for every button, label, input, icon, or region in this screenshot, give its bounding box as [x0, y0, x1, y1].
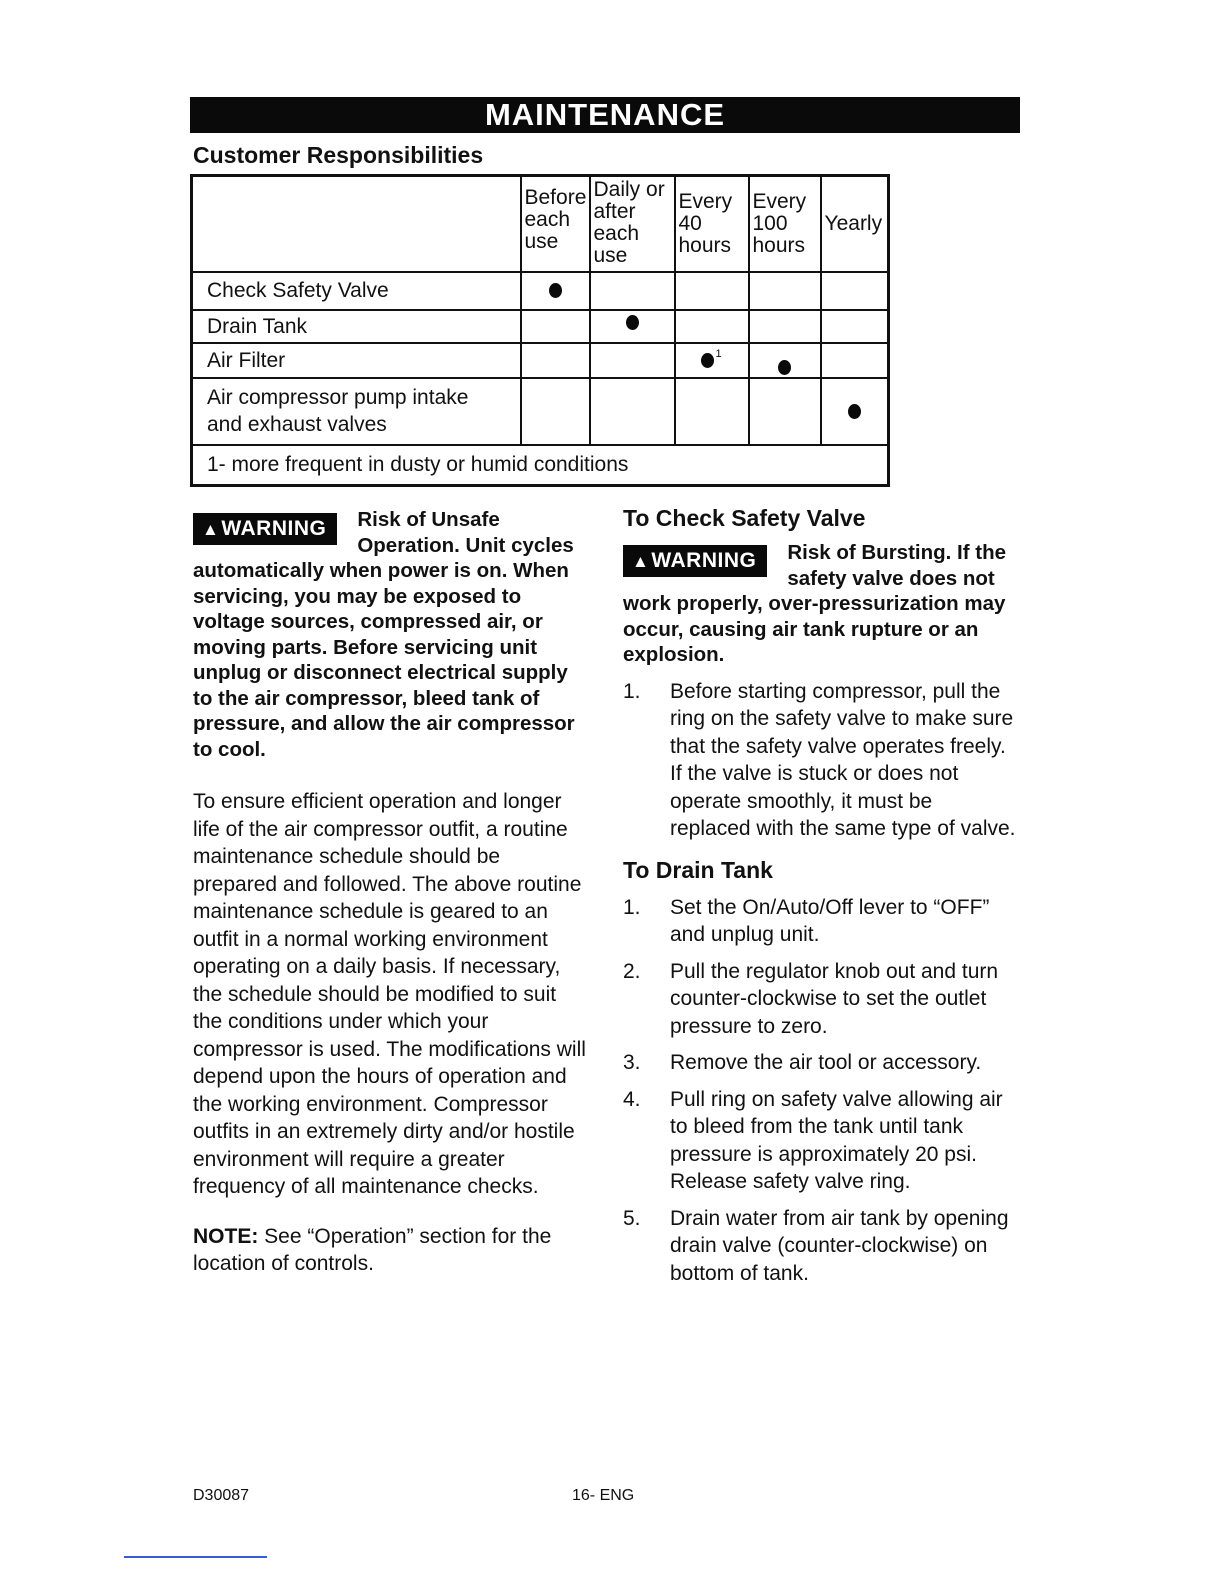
check-safety-valve-steps — [623, 678, 1018, 843]
drain-tank-heading: To Drain Tank — [623, 856, 773, 883]
schedule-cell — [590, 343, 675, 378]
schedule-cell — [749, 343, 821, 378]
check-mark-dot — [701, 353, 714, 368]
schedule-cell — [521, 378, 590, 445]
task-label: Drain Tank — [192, 310, 521, 343]
schedule-cell — [675, 272, 749, 310]
schedule-cell — [821, 343, 889, 378]
maintenance-schedule-table — [190, 174, 890, 487]
column-header-every-40-hours: Every 40 hours — [675, 176, 749, 272]
schedule-cell — [590, 310, 675, 343]
section-banner: MAINTENANCE — [190, 97, 1020, 133]
task-label: Air compressor pump intake and exhaust valves — [192, 378, 521, 445]
bursting-warning — [623, 540, 1018, 668]
check-mark-dot — [778, 360, 791, 375]
drain-tank-steps — [623, 894, 1018, 1288]
schedule-cell — [749, 310, 821, 343]
note-label: NOTE: — [193, 1224, 259, 1248]
schedule-cell — [521, 272, 590, 310]
warning-text: Risk of Unsafe Operation. Unit cycles automatically when power is on. When servicing, you may be exposed to voltage sources, compressed air, or moving parts. Before servicing unit unplug or disconnect electrical supply to the air compressor, bleed tank of pressure, and allow the air compressor to cool. — [193, 508, 575, 761]
check-safety-valve-heading: To Check Safety Valve — [623, 505, 866, 531]
column-header-yearly: Yearly — [821, 176, 889, 272]
list-item: 4. Pull ring on safety valve allowing air to bleed from the tank until tank pressure is approximately 20 psi. Release safety valve ring. — [623, 1087, 1003, 1193]
table-footnote: 1- more frequent in dusty or humid conditions — [192, 445, 889, 486]
column-header-every-100-hours: Every 100 hours — [749, 176, 821, 272]
left-column — [193, 507, 588, 1278]
schedule-cell — [821, 310, 889, 343]
task-label: Air Filter — [192, 343, 521, 378]
list-item: 2. Pull the regulator knob out and turn counter-clockwise to set the outlet pressure to zero. — [623, 959, 999, 1038]
table-row — [192, 378, 889, 445]
table-header-row — [192, 176, 889, 272]
schedule-cell — [821, 272, 889, 310]
schedule-cell — [675, 310, 749, 343]
check-mark-dot — [549, 283, 562, 298]
right-column — [623, 505, 1018, 1296]
column-header-daily: Daily or after each use — [590, 176, 675, 272]
schedule-cell — [749, 272, 821, 310]
schedule-cell — [521, 343, 590, 378]
task-label: Check Safety Valve — [192, 272, 521, 310]
table-header-blank — [192, 176, 521, 272]
warning-badge: ▲WARNING — [193, 513, 337, 545]
warning-triangle-icon: ▲ — [632, 552, 650, 571]
schedule-cell — [749, 378, 821, 445]
note-text: See “Operation” section for the location of controls. — [193, 1224, 552, 1275]
footnote-marker: 1 — [715, 348, 722, 360]
warning-triangle-icon: ▲ — [202, 520, 220, 539]
schedule-cell — [590, 378, 675, 445]
table-footnote-row — [192, 445, 889, 486]
section-title: Customer Responsibilities — [193, 142, 484, 168]
intro-paragraph: To ensure efficient operation and longer life of the air compressor outfit, a routine maintenance schedule should be prepared and followed. The above routine maintenance schedule is geared to an outfit in a normal working environment operating on a daily basis. If necessary, the schedule should be modified to suit the conditions under which your compressor is used. The modifications will depend upon the hours of operation and the working environment. Compressor outfits in an extremely dirty and/or hostile environment will require a greater frequency of all maintenance checks. — [193, 790, 586, 1198]
schedule-cell — [521, 310, 590, 343]
schedule-cell — [675, 343, 749, 378]
list-item: 5. Drain water from air tank by opening drain valve (counter-clockwise) on bottom of tank. — [623, 1206, 1009, 1285]
check-mark-dot — [626, 315, 639, 330]
check-mark-dot — [848, 404, 861, 419]
schedule-cell — [590, 272, 675, 310]
list-item: 1. Before starting compressor, pull the ring on the safety valve to make sure that the safety valve operates freely. If the valve is stuck or does not operate smoothly, it must be replaced with the same type of valve. — [623, 679, 1016, 840]
note-paragraph — [193, 1223, 588, 1278]
unsafe-operation-warning — [193, 507, 588, 762]
document-id: D30087 — [193, 1487, 250, 1504]
list-item: 3. Remove the air tool or accessory. — [623, 1051, 982, 1074]
list-item: 1. Set the On/Auto/Off lever to “OFF” and unplug unit. — [623, 895, 990, 946]
underline-link[interactable] — [124, 1556, 267, 1558]
warning-text: Risk of Bursting. If the safety valve does not work properly, over-pressurization may occur, causing air tank rupture or an explosion. — [623, 541, 1007, 666]
table-row — [192, 343, 889, 378]
column-header-before-each-use: Before each use — [521, 176, 590, 272]
table-row — [192, 310, 889, 343]
table-row — [192, 272, 889, 310]
schedule-cell — [675, 378, 749, 445]
schedule-cell — [821, 378, 889, 445]
warning-badge: ▲WARNING — [623, 545, 767, 577]
page-number: 16- ENG — [572, 1487, 635, 1504]
